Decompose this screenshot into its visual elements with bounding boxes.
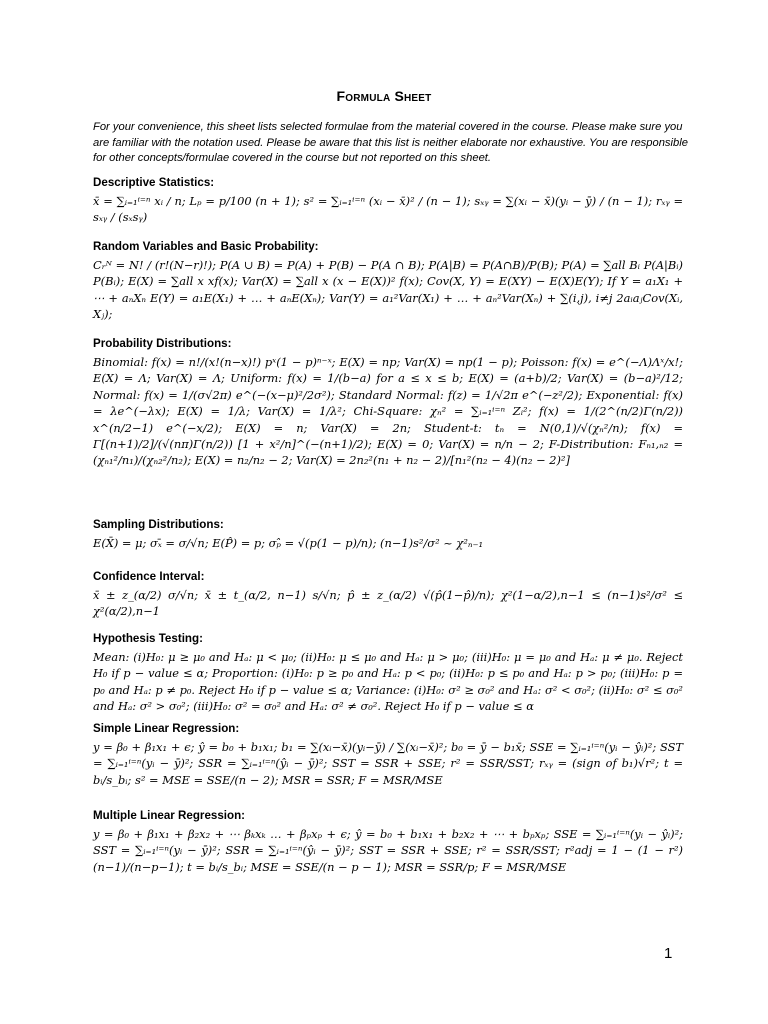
section-formulas: Mean: (i)H₀: μ ≥ μ₀ and Hₐ: μ < μ₀; (ii)H₀: μ ≤ μ₀ and Hₐ: μ > μ₀; (iii)H₀: μ = μ₀ and Hₐ: μ ≠ μ₀. Reject H₀ if p − value ≤ α; Proportion: (i)H₀: p ≥ p₀ and Hₐ: p < p₀; (ii)H₀: p ≤ p₀ and Hₐ: p > p₀; (iii)H₀: p = p₀ and Hₐ: p ≠ p₀. Reject H₀ if p − value ≤ α; Variance: (i)H₀: σ² ≥ σ₀² and Hₐ: σ² < σ₀²; (ii)H₀: σ² ≤ σ₀² and Hₐ: σ² > σ₀²; (iii)H₀: σ² = σ₀² and Hₐ: σ² ≠ σ₀². Reject H₀ if p − value ≤ α (93, 650, 683, 714)
section-heading: Random Variables and Basic Probability: (93, 240, 319, 253)
section-random-variables (93, 240, 683, 323)
section-heading: Sampling Distributions: (93, 518, 224, 531)
section-formulas: E(X̄) = μ; σₓ̄ = σ/√n; E(P̂) = p; σₚ̂ = √(p(1 − p)/n); (n−1)s²/σ² ~ χ²ₙ₋₁ (93, 536, 484, 550)
section-confidence-interval (93, 570, 683, 620)
section-simple-linear-regression (93, 722, 683, 788)
section-heading: Hypothesis Testing: (93, 632, 203, 645)
section-sampling-distributions (93, 518, 683, 551)
section-heading: Descriptive Statistics: (93, 176, 215, 189)
section-formulas: Binomial: f(x) = n!/(x!(n−x)!) pˣ(1 − p)ⁿ⁻ˣ; E(X) = np; Var(X) = np(1 − p); Poisson: f(x) = e^(−Λ)Λˣ/x!; E(X) = Λ; Var(X) = Λ; Uniform: f(x) = 1/(b−a) for a ≤ x ≤ b; E(X) = (a+b)/2; Var(X) = (b−a)²/12; Normal: f(x) = 1/(σ√2π) e^(−(x−μ)²/2σ²); Standard Normal: f(z) = 1/√2π e^(−z²/2); Exponential: f(x) = λe^(−λx); E(X) = 1/λ; Var(X) = 1/λ²; Chi-Square: χₙ² = ∑ᵢ₌₁ⁱ⁼ⁿ Zᵢ²; f(x) = 1/(2^(n/2)Γ(n/2)) x^(n/2−1) e^(−x/2); E(X) = n; Var(X) = 2n; Student-t: tₙ = N(0,1)/√(χₙ²/n); f(x) = Γ[(n+1)/2]/(√(nπ)Γ(n/2)) [1 + x²/n]^(−(n+1)/2); E(X) = 0; Var(X) = n/n − 2; F-Distribution: Fₙ₁,ₙ₂ = (χₙ₁²/n₁)/(χₙ₂²/n₂); E(X) = n₂/n₂ − 2; Var(X) = 2n₂²(n₁ + n₂ − 2)/[n₁²(n₂ − 4)(n₂ − 2)²] (93, 355, 683, 468)
section-heading: Simple Linear Regression: (93, 722, 240, 735)
section-descriptive-statistics (93, 176, 683, 226)
section-heading: Confidence Interval: (93, 570, 205, 583)
section-formulas: y = β₀ + β₁x₁ + ϵ; ŷ = b₀ + b₁x₁; b₁ = ∑(xᵢ−x̄)(yᵢ−ȳ) / ∑(xᵢ−x̄)²; b₀ = ȳ − b₁x̄; SSE = ∑ᵢ₌₁ⁱ⁼ⁿ(yᵢ − ŷᵢ)²; SST = ∑ᵢ₌₁ⁱ⁼ⁿ(yᵢ − ȳ)²; SSR = ∑ᵢ₌₁ⁱ⁼ⁿ(ŷᵢ − ȳ)²; SST = SSR + SSE; r² = SSR/SST; rₓᵧ = (sign of b₁)√r²; t = bᵢ/s_bᵢ; s² = MSE = SSE/(n − 2); MSR = SSR; F = MSR/MSE (93, 740, 683, 787)
intro-paragraph: For your convenience, this sheet lists selected formulae from the material covered in the course. Please make sure you are familiar with the notation used. Please be aware that this list is neither elaborate nor exhaustive. You are responsible for other concepts/formulae covered in the course but not reported on this sheet. (93, 121, 688, 164)
section-hypothesis-testing (93, 632, 683, 715)
section-formulas: y = β₀ + β₁x₁ + β₂x₂ + ⋯ βₖxₖ … + βₚxₚ + ϵ; ŷ = b₀ + b₁x₁ + b₂x₂ + ⋯ + bₚxₚ; SSE = ∑ᵢ₌₁ⁱ⁼ⁿ(yᵢ − ŷᵢ)²; SST = ∑ᵢ₌₁ⁱ⁼ⁿ(yᵢ − ȳ)²; SSR = ∑ᵢ₌₁ⁱ⁼ⁿ(ŷᵢ − ȳ)²; SST = SSR + SSE; r² = SSR/SST; r²adj = 1 − (1 − r²) (n−1)/(n−p−1); t = bᵢ/s_bᵢ; MSE = SSE/(n − p − 1); MSR = SSR/p; F = MSR/MSE (93, 827, 683, 874)
page-number: 1 (664, 945, 673, 962)
section-multiple-linear-regression (93, 809, 683, 875)
section-probability-distributions (93, 337, 683, 469)
section-heading: Probability Distributions: (93, 337, 232, 350)
section-formulas: x̄ = ∑ᵢ₌₁ⁱ⁼ⁿ xᵢ / n; Lₚ = p/100 (n + 1); s² = ∑ᵢ₌₁ⁱ⁼ⁿ (xᵢ − x̄)² / (n − 1); sₓᵧ = ∑(xᵢ − x̄)(yᵢ − ȳ) / (n − 1); rₓᵧ = sₓᵧ / (sₓsᵧ) (93, 194, 683, 225)
page-title: Formula Sheet (336, 88, 432, 104)
section-formulas: Cᵣᴺ = N! / (r!(N−r)!); P(A ∪ B) = P(A) + P(B) − P(A ∩ B); P(A|B) = P(A∩B)/P(B); P(A) = ∑all Bᵢ P(A|Bᵢ) P(Bᵢ); E(X) = ∑all x xf(x); Var(X) = ∑all x (x − E(X))² f(x); Cov(X, Y) = E(XY) − E(X)E(Y); If Y = a₁X₁ + ⋯ + aₙXₙ E(Y) = a₁E(X₁) + … + aₙE(Xₙ); Var(Y) = a₁²Var(X₁) + … + aₙ²Var(Xₙ) + ∑(i,j), i≠j 2aᵢaⱼCov(Xᵢ, Xⱼ); (93, 258, 683, 322)
section-heading: Multiple Linear Regression: (93, 809, 246, 822)
section-formulas: x̄ ± z_(α/2) σ/√n; x̄ ± t_(α/2, n−1) s/√n; p̂ ± z_(α/2) √(p̂(1−p̂)/n); χ²(1−α/2),n−1 ≤ (n−1)s²/σ² ≤ χ²(α/2),n−1 (93, 588, 683, 619)
